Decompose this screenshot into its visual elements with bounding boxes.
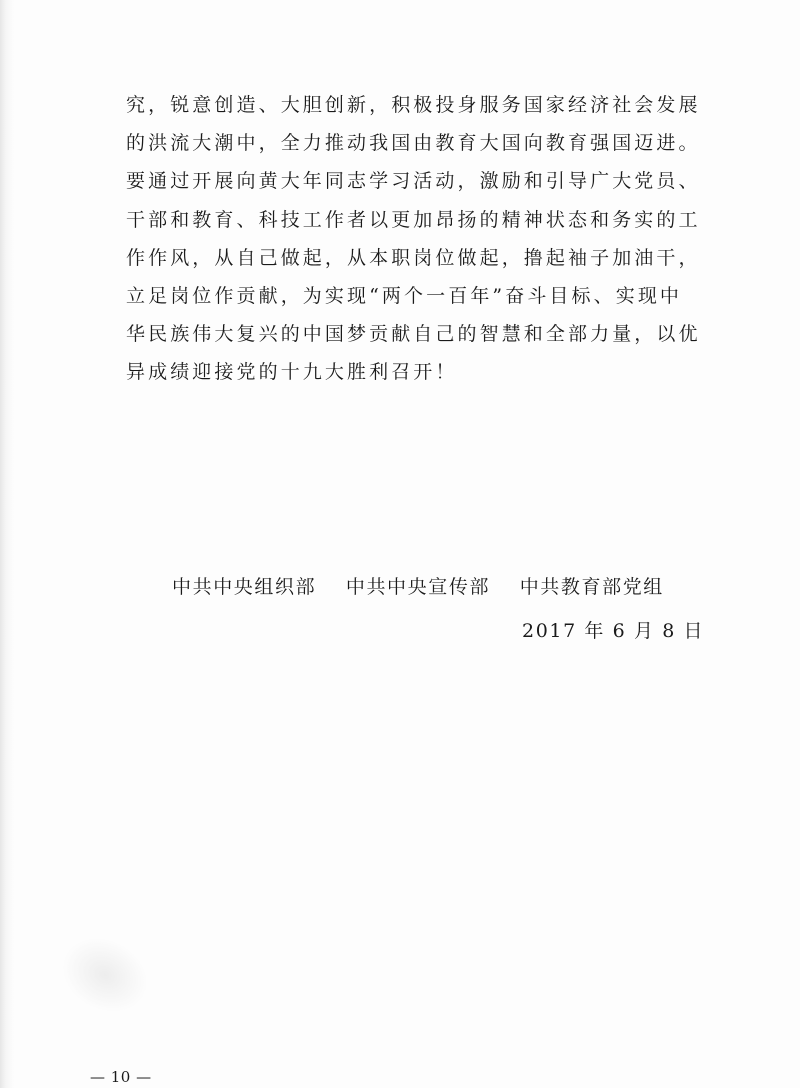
signatory-organization-department: 中共中央组织部 bbox=[172, 576, 317, 598]
body-line: 干部和教育、科技工作者以更加昂扬的精神状态和务实的工 bbox=[126, 208, 701, 231]
scan-smudge-mark bbox=[49, 923, 161, 1027]
body-line: 异成绩迎接党的十九大胜利召开！ bbox=[126, 361, 458, 384]
signatory-block bbox=[172, 576, 664, 599]
body-line: 究，锐意创造、大胆创新，积极投身服务国家经济社会发展 bbox=[126, 94, 701, 116]
issue-date: 2017 年 6 月 8 日 bbox=[522, 620, 705, 642]
body-paragraph bbox=[126, 94, 701, 400]
signatory-education-ministry-party-group: 中共教育部党组 bbox=[519, 576, 664, 598]
body-line: 的洪流大潮中，全力推动我国由教育大国向教育强国迈进。 bbox=[126, 132, 701, 155]
body-line: 华民族伟大复兴的中国梦贡献自己的智慧和全部力量，以优 bbox=[126, 323, 701, 346]
scan-edge-shadow bbox=[0, 0, 14, 1088]
body-line: 要通过开展向黄大年同志学习活动，激励和引导广大党员、 bbox=[126, 170, 701, 193]
page-number: — 10 — bbox=[90, 1068, 152, 1086]
body-line: 作作风，从自己做起，从本职岗位做起，撸起袖子加油干， bbox=[126, 246, 701, 269]
body-line: 立足岗位作贡献，为实现“两个一百年”奋斗目标、实现中 bbox=[126, 284, 683, 307]
signatory-publicity-department: 中共中央宣传部 bbox=[345, 576, 491, 598]
